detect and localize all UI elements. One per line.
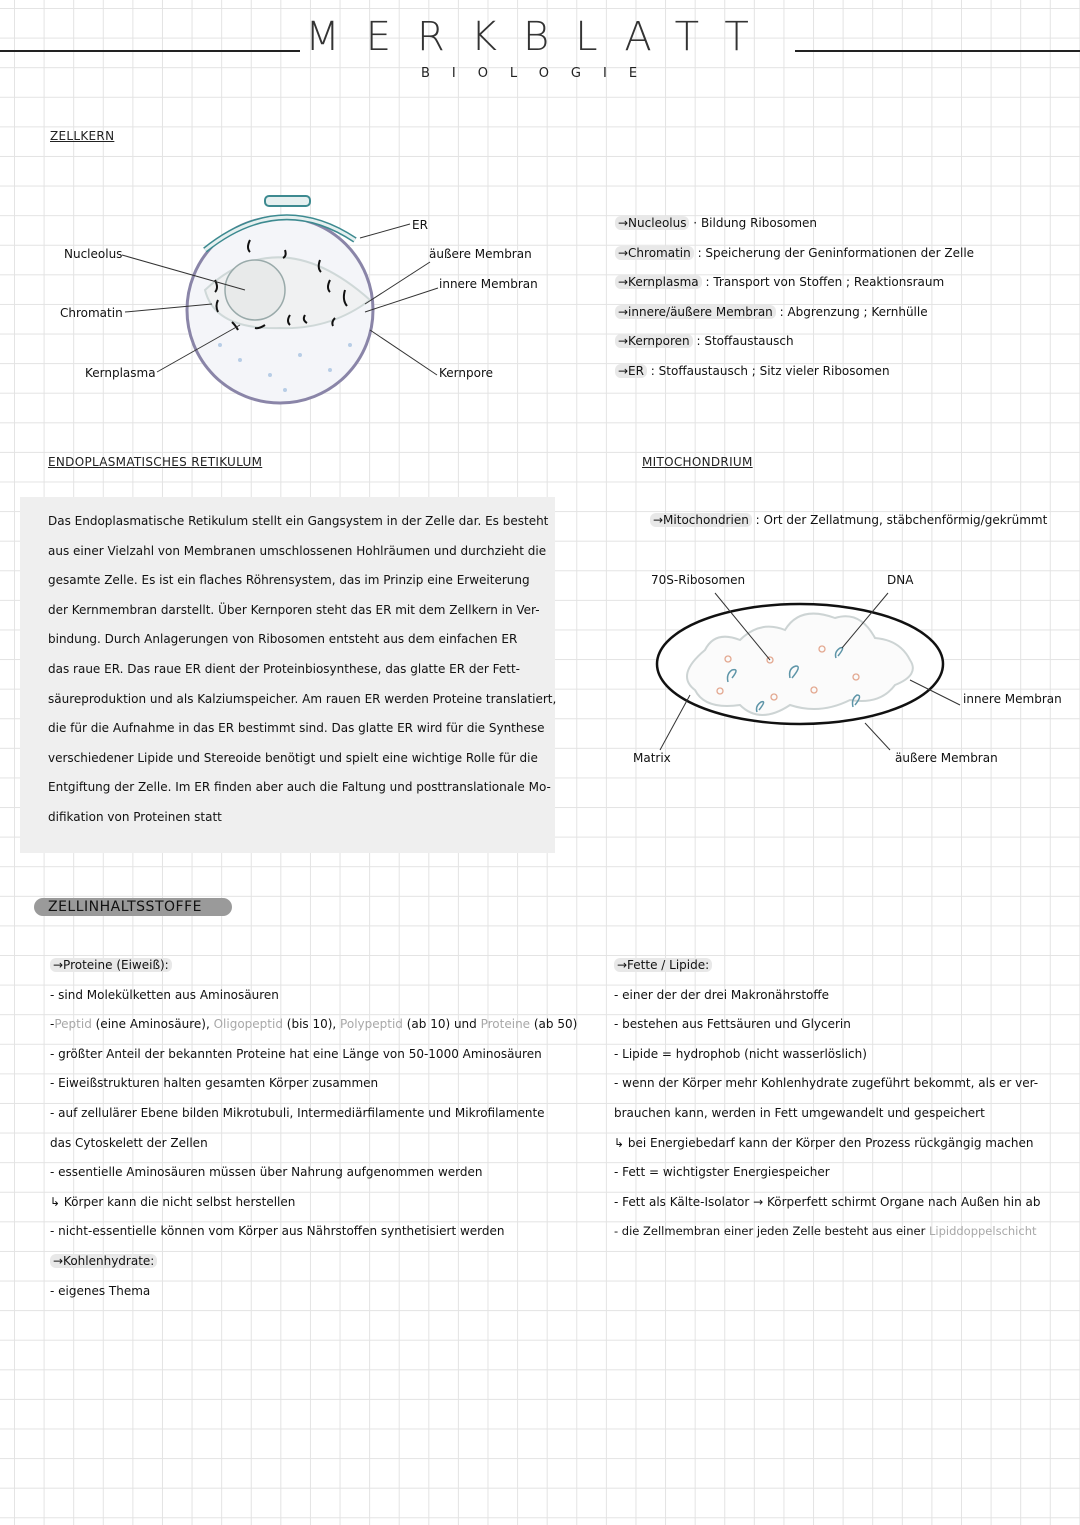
list-item: - sind Molekülketten aus Aminosäuren: [50, 987, 279, 1002]
item-key: →Kernporen: [615, 334, 693, 348]
mitochondrion-diagram: [620, 590, 1080, 770]
list-item: [615, 216, 974, 246]
er-line: die für die Aufnahme in das ER bestimmt sind. Das glatte ER wird für die Synthese: [48, 721, 545, 736]
term: Lipiddoppelschicht: [928, 1224, 1037, 1239]
item-key: →Chromatin: [615, 246, 694, 260]
item-key: →ER: [615, 364, 647, 378]
list-item: das Cytoskelett der Zellen: [50, 1135, 208, 1150]
list-item: - auf zellulärer Ebene bilden Mikrotubuli, Intermediärfilamente und Mikrofilamente: [50, 1105, 545, 1120]
label-matrix: Matrix: [633, 751, 671, 765]
list-item: - bestehen aus Fettsäuren und Glycerin: [614, 1017, 851, 1032]
item-sep: :: [701, 275, 714, 290]
list-item: [615, 364, 974, 394]
item-sep: ·: [689, 216, 701, 230]
label-kernpore: Kernpore: [439, 366, 493, 380]
text: (ab 50): [530, 1017, 578, 1032]
list-item: brauchen kann, werden in Fett umgewandelt und gespeichert: [614, 1105, 985, 1120]
er-line: aus einer Vielzahl von Membranen umschlossenen Hohlräumen und durchzieht die: [48, 543, 547, 558]
list-item: - eigenes Thema: [50, 1283, 151, 1298]
list-item: -Peptid (eine Aminosäure), Oligopeptid (bis 10), Polypeptid (ab 10) und Proteine (ab 50): [50, 1017, 578, 1032]
label-aeussere-membran: äußere Membran: [429, 247, 532, 261]
heading-zellkern: ZELLKERN: [50, 129, 115, 143]
item-sep: :: [751, 513, 764, 527]
list-item: [615, 305, 974, 335]
list-item: [615, 246, 974, 276]
heading-er: ENDOPLASMATISCHES RETIKULUM: [48, 455, 263, 469]
term: Peptid: [54, 1017, 92, 1032]
label-er: ER: [412, 218, 428, 232]
er-textbox: [20, 497, 555, 853]
item-text: Stoffaustausch: [704, 334, 794, 349]
item-sep: :: [692, 334, 705, 349]
kohlenhydrate-heading: →Kohlenhydrate:: [50, 1254, 157, 1268]
er-line: säureproduktion und als Kalziumspeicher. Am rauen ER werden Proteine translatiert,: [48, 691, 557, 706]
er-line: Entgiftung der Zelle. Im ER finden aber auch die Faltung und posttranslationale Mo-: [48, 780, 551, 795]
list-item: - größter Anteil der bekannten Proteine hat eine Länge von 50-1000 Aminosäuren: [50, 1046, 542, 1061]
term: Oligopeptid: [213, 1017, 283, 1032]
zellkern-list: [615, 216, 974, 394]
list-item: - Fett = wichtigster Energiespeicher: [614, 1165, 830, 1180]
proteine-heading: →Proteine (Eiweiß):: [50, 958, 172, 972]
er-line: difikation von Proteinen statt: [48, 809, 222, 824]
item-sep: :: [646, 363, 659, 378]
item-sep: :: [693, 245, 706, 260]
er-line: gesamte Zelle. Es ist ein flaches Röhrensystem, das im Prinzip eine Erweiterung: [48, 573, 530, 588]
fette-heading: →Fette / Lipide:: [614, 958, 712, 972]
label-innere-membran: innere Membran: [963, 692, 1062, 706]
heading-mitochondrium: MITOCHONDRIUM: [642, 455, 753, 469]
er-line: der Kernmembran darstellt. Über Kernporen steht das ER mit dem Zellkern in Ver-: [48, 602, 540, 617]
list-item: [615, 275, 974, 305]
label-nucleolus: Nucleolus: [64, 247, 123, 261]
list-item: - nicht-essentielle können vom Körper aus Nährstoffen synthetisiert werden: [50, 1224, 505, 1239]
text: (bis 10),: [282, 1017, 341, 1032]
item-key: →Nucleolus: [615, 216, 689, 230]
proteine-section: [50, 958, 577, 1313]
heading-zellinhaltsstoffe: ZELLINHALTSSTOFFE: [34, 898, 232, 916]
mito-definition: [650, 513, 1047, 527]
list-item: - Eiweißstrukturen halten gesamten Körper zusammen: [50, 1076, 379, 1091]
text: - die Zellmembran einer jeden Zelle besteht aus einer: [614, 1224, 929, 1239]
er-line: bindung. Durch Anlagerungen von Ribosomen entsteht aus dem einfachen ER: [48, 632, 518, 647]
list-item: [615, 334, 974, 364]
er-line: verschiedener Lipide und Stereoide benötigt und spielt eine wichtige Rolle für die: [48, 750, 538, 765]
page-title: MERKBLATT: [305, 14, 775, 60]
list-item: - wenn der Körper mehr Kohlenhydrate zugeführt bekommt, als er ver-: [614, 1076, 1039, 1091]
item-text: Stoffaustausch ; Sitz vieler Ribosomen: [658, 363, 890, 378]
item-key: →Mitochondrien: [650, 513, 752, 527]
er-line: Das Endoplasmatische Retikulum stellt ein Gangsystem in der Zelle dar. Es besteht: [48, 514, 549, 528]
text: (eine Aminosäure),: [91, 1017, 214, 1032]
item-sep: :: [775, 304, 788, 319]
nucleus-diagram: [0, 180, 560, 420]
list-item: - Lipide = hydrophob (nicht wasserlöslich): [614, 1046, 867, 1061]
label-chromatin: Chromatin: [60, 306, 123, 320]
item-text: Transport von Stoffen ; Reaktionsraum: [713, 275, 945, 290]
list-item: - essentielle Aminosäuren müssen über Nahrung aufgenommen werden: [50, 1165, 483, 1180]
label-70s-ribosomen: 70S-Ribosomen: [651, 573, 746, 587]
er-line: das raue ER. Das raue ER dient der Proteinbiosynthese, das glatte ER der Fett-: [48, 661, 521, 676]
item-text: Speicherung der Geninformationen der Zelle: [705, 245, 975, 260]
label-dna: DNA: [887, 573, 914, 587]
list-item: - Fett als Kälte-Isolator → Körperfett schirmt Organe nach Außen hin ab: [614, 1194, 1041, 1209]
fette-section: [614, 958, 1040, 1254]
term: Proteine: [480, 1017, 531, 1032]
list-item: ↳ bei Energiebedarf kann der Körper den Prozess rückgängig machen: [614, 1135, 1034, 1150]
item-text: Ort der Zellatmung, stäbchenförmig/gekrümmt: [763, 513, 1048, 527]
label-kernplasma: Kernplasma: [85, 366, 156, 380]
text: (ab 10) und: [402, 1017, 481, 1032]
list-item: ↳ Körper kann die nicht selbst herstellen: [50, 1194, 296, 1209]
item-text: Bildung Ribosomen: [700, 216, 817, 230]
term: Polypeptid: [340, 1017, 403, 1032]
item-key: →innere/äußere Membran: [615, 305, 776, 319]
item-text: Abgrenzung ; Kernhülle: [787, 304, 928, 319]
label-aeussere-membran: äußere Membran: [895, 751, 998, 765]
list-item: - einer der der drei Makronährstoffe: [614, 987, 830, 1002]
page-subtitle: BIOLOGIE: [420, 66, 660, 81]
item-key: →Kernplasma: [615, 275, 702, 289]
label-innere-membran: innere Membran: [439, 277, 538, 291]
list-item: [614, 1224, 1040, 1254]
